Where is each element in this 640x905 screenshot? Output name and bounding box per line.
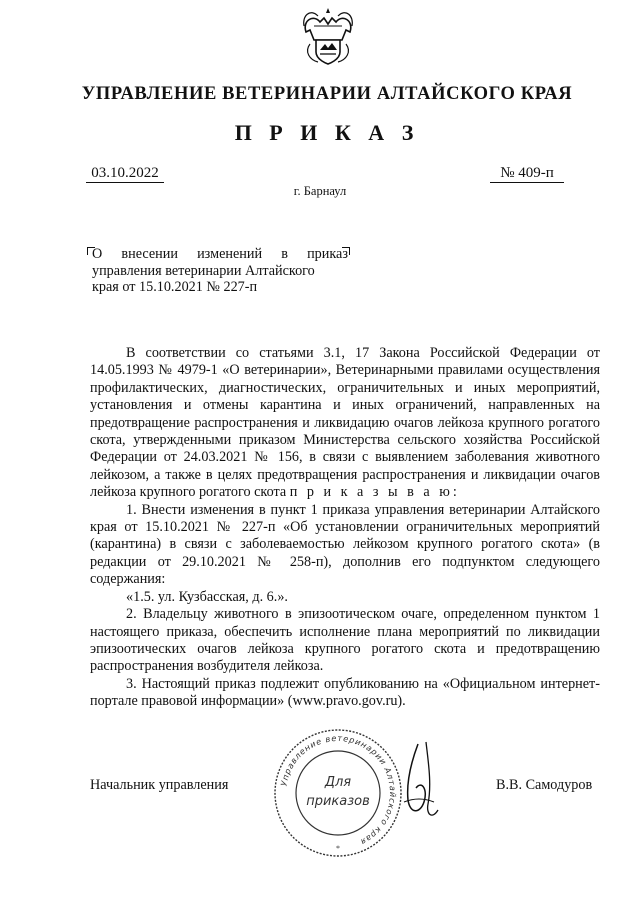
- document-city: г. Барнаул: [293, 184, 347, 198]
- subject-word: О: [92, 246, 103, 262]
- signatory-position: Начальник управления: [90, 777, 229, 793]
- order-word: п р и к а з ы в а ю: [289, 484, 453, 501]
- organization-name: УПРАВЛЕНИЕ ВЕТЕРИНАРИИ АЛТАЙСКОГО КРАЯ: [81, 84, 573, 104]
- subject-line-3: края от 15.10.2021 № 227-п: [92, 279, 258, 295]
- subject-line-1: [92, 246, 348, 263]
- subject-line-2: управления ветеринарии Алтайского: [92, 262, 315, 279]
- subject-word: в: [281, 246, 288, 262]
- preamble-paragraph: [90, 345, 600, 502]
- document-number: № 409-п: [490, 164, 564, 183]
- item-1-quote: «1.5. ул. Кузбасская, д. 6.».: [126, 588, 288, 605]
- item-1-paragraph: 1. Внести изменения в пункт 1 приказа управления ветеринарии Алтайского края от 15.10.2021 № 227-п «Об установлении ограничительных мероприятий (карантина) в связи с заболеваемостью лейкозом крупного рогатого скота» (в редакции от 29.10.2021 № 258-п), дополнив его подпунктом следующего содержания:: [90, 501, 600, 588]
- document-type-title: П Р И К А З: [234, 120, 420, 145]
- subject-word: изменений: [197, 246, 263, 262]
- item-2-paragraph: 2. Владельцу животного в эпизоотическом очаге, определенном пунктом 1 настоящего приказа, обеспечить исполнение плана мероприятий по ликвидации эпизоотических очагов лейкоза крупного рогатого скота и предотвращению распространения возбудителя лейкоза.: [90, 606, 600, 675]
- document-date: 03.10.2022: [86, 164, 164, 183]
- preamble-text: В соответствии со статьями 3.1, 17 Закона Российской Федерации от 14.05.1993 № 4979-1 «О ветеринарии», Ветеринарными правилами осуществления профилактических, диагностических, ограничительных и иных мероприятий, установления и отмены карантина и иных ограничений, направленных на предотвращение распространения и ликвидацию очагов лейкоза крупного рогатого скота, утвержденными приказом Министерства сельского хозяйства Российской Федерации от 24.03.2021 № 156, в связи с выявлением заболевания животного лейкозом, а также в целях предотвращения распространения и ликвидации очагов лейкоза крупного рогатого скота: [90, 345, 600, 501]
- signatory-name: В.В. Самодуров: [496, 777, 593, 793]
- seal-text-line-2: приказов: [306, 794, 370, 809]
- document-subject: [92, 246, 348, 296]
- coat-of-arms-icon: [296, 4, 360, 68]
- svg-text:Управление ветеринарии Алтайск: Управление ветеринарии Алтайского края: [278, 732, 399, 848]
- official-seal-icon: [272, 727, 404, 859]
- handwritten-signature-icon: [398, 740, 442, 824]
- item-3-paragraph: 3. Настоящий приказ подлежит опубликованию на «Официальном интернет-портале правовой информации» (www.pravo.gov.ru).: [90, 675, 600, 710]
- subject-word: приказ: [307, 246, 348, 262]
- svg-text:*: *: [336, 844, 340, 853]
- document-body: [90, 345, 600, 711]
- subject-word: внесении: [121, 246, 178, 262]
- order-colon: :: [452, 484, 457, 501]
- seal-text-line-1: Для: [324, 775, 352, 790]
